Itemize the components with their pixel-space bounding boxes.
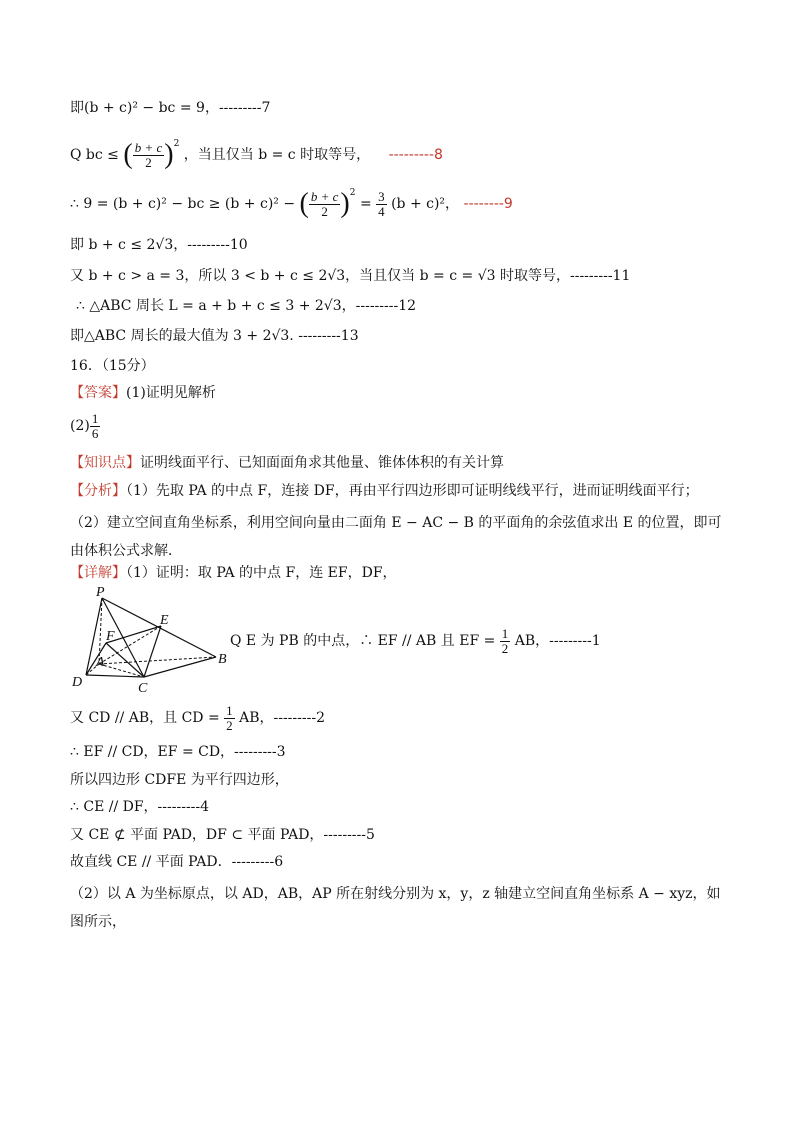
- answer-text: (1)证明见解析: [126, 385, 216, 401]
- answer-tag: 【答案】: [70, 385, 126, 401]
- step-4: ∴ CE // DF，---------4: [70, 799, 210, 815]
- analysis-tag: 【分析】: [70, 483, 126, 499]
- step-2-pre: 又 CD // AB，且 CD =: [70, 710, 220, 726]
- frac-half-2: $\frac{1}{2}$: [226, 702, 233, 733]
- step-8: Q bc ≤ ( $\frac{b + c}{2}$ )$^2$ ，当且仅当 b = c 时取等号， ---------8: [70, 139, 443, 170]
- part-2-setup: （2）以 A 为坐标原点，以 AD，AB，AP 所在射线分别为 x，y，z 轴建立空间直角坐标系 A − xyz，如图所示，: [70, 886, 721, 930]
- step-9: ∴ 9 = (b + c)² − bc ≥ (b + c)² − ( $\frac{b + c}{2}$ )$^2$ = $\frac{3}{4}$ (b + c)²， --------9: [70, 188, 513, 219]
- analysis-1: [70, 481, 699, 501]
- paren-open: (: [299, 188, 309, 219]
- step-12: ∴ △ABC 周长 L = a + b + c ≤ 3 + 2√3，---------12: [76, 298, 417, 314]
- step-13: 即△ABC 周长的最大值为 3 + 2√3. ---------13: [70, 328, 359, 344]
- step-9-pre: ∴ 9 = (b + c)² − bc ≥ (b + c)² −: [70, 196, 296, 212]
- detail-text: （1）证明：取 PA 的中点 F，连 EF，DF，: [126, 565, 397, 581]
- label-c: C: [138, 681, 148, 696]
- label-a: A: [96, 655, 105, 670]
- step-1-pre: Q E 为 PB 的中点，∴ EF // AB 且 EF =: [230, 633, 496, 649]
- step-7: 即(b + c)² − bc = 9，---------7: [70, 100, 271, 116]
- question-16-heading: 16．（15分）: [70, 358, 155, 374]
- answer-2-prefix: (2): [70, 418, 90, 434]
- detail-tag: 【详解】: [70, 565, 126, 581]
- step-1-post: AB，---------1: [514, 633, 601, 649]
- step-3: ∴ EF // CD，EF = CD，---------3: [70, 744, 286, 760]
- label-d: D: [72, 675, 83, 690]
- step-6: 故直线 CE // 平面 PAD．---------6: [70, 854, 284, 870]
- frac-one-sixth: $\frac{1}{6}$: [91, 410, 99, 441]
- step-parallelogram: 所以四边形 CDFE 为平行四边形，: [70, 772, 289, 788]
- paren-open: (: [123, 139, 133, 170]
- label-p: P: [96, 586, 105, 600]
- pyramid-figure: [66, 586, 241, 696]
- step-9-post: (b + c)²，: [391, 196, 460, 212]
- analysis-2: （2）建立空间直角坐标系，利用空间向量由二面角 E − AC − B 的平面角的余弦值求出 E 的位置，即可由体积公式求解．: [70, 515, 722, 559]
- detail-intro: [70, 563, 397, 583]
- step-2: [70, 700, 325, 736]
- step-1: [230, 623, 601, 659]
- step-11: 又 b + c > a = 3，所以 3 < b + c ≤ 2√3，当且仅当 b = c = √3 时取等号，---------11: [70, 268, 631, 284]
- step-10: 即 b + c ≤ 2√3，---------10: [70, 237, 248, 253]
- step-5: 又 CE ⊄ 平面 PAD，DF ⊂ 平面 PAD，---------5: [70, 827, 375, 843]
- step-9-marker: --------9: [463, 196, 513, 212]
- answer-2: [70, 408, 100, 444]
- knowledge-tag: 【知识点】: [70, 455, 140, 471]
- step-9-eq: =: [359, 196, 372, 212]
- step-8-post: ，当且仅当 b = c 时取等号，: [183, 147, 371, 163]
- paren-close: ): [340, 188, 350, 219]
- frac-bc-half-2: $\frac{b + c}{2}$: [310, 188, 339, 219]
- frac-half-1: $\frac{1}{2}$: [501, 625, 509, 656]
- step-2-post: AB，---------2: [239, 710, 325, 726]
- step-8-pre: Q bc ≤: [70, 147, 119, 163]
- paren-close: ): [164, 139, 174, 170]
- label-f: F: [106, 629, 115, 644]
- step-8-marker: ---------8: [388, 147, 443, 163]
- knowledge-text: 证明线面平行、已知面面角求其他量、锥体体积的有关计算: [140, 455, 504, 471]
- frac-three-quarters: $\frac{3}{4}$: [378, 188, 385, 219]
- frac-bc-half: $\frac{b + c}{2}$: [134, 139, 163, 170]
- label-b: B: [218, 652, 227, 667]
- answer-1: [70, 383, 216, 403]
- knowledge-points: [70, 453, 504, 473]
- label-e: E: [160, 613, 169, 628]
- analysis-text: （1）先取 PA 的中点 F，连接 DF，再由平行四边形即可证明线线平行，进而证明线面平行；: [126, 483, 699, 499]
